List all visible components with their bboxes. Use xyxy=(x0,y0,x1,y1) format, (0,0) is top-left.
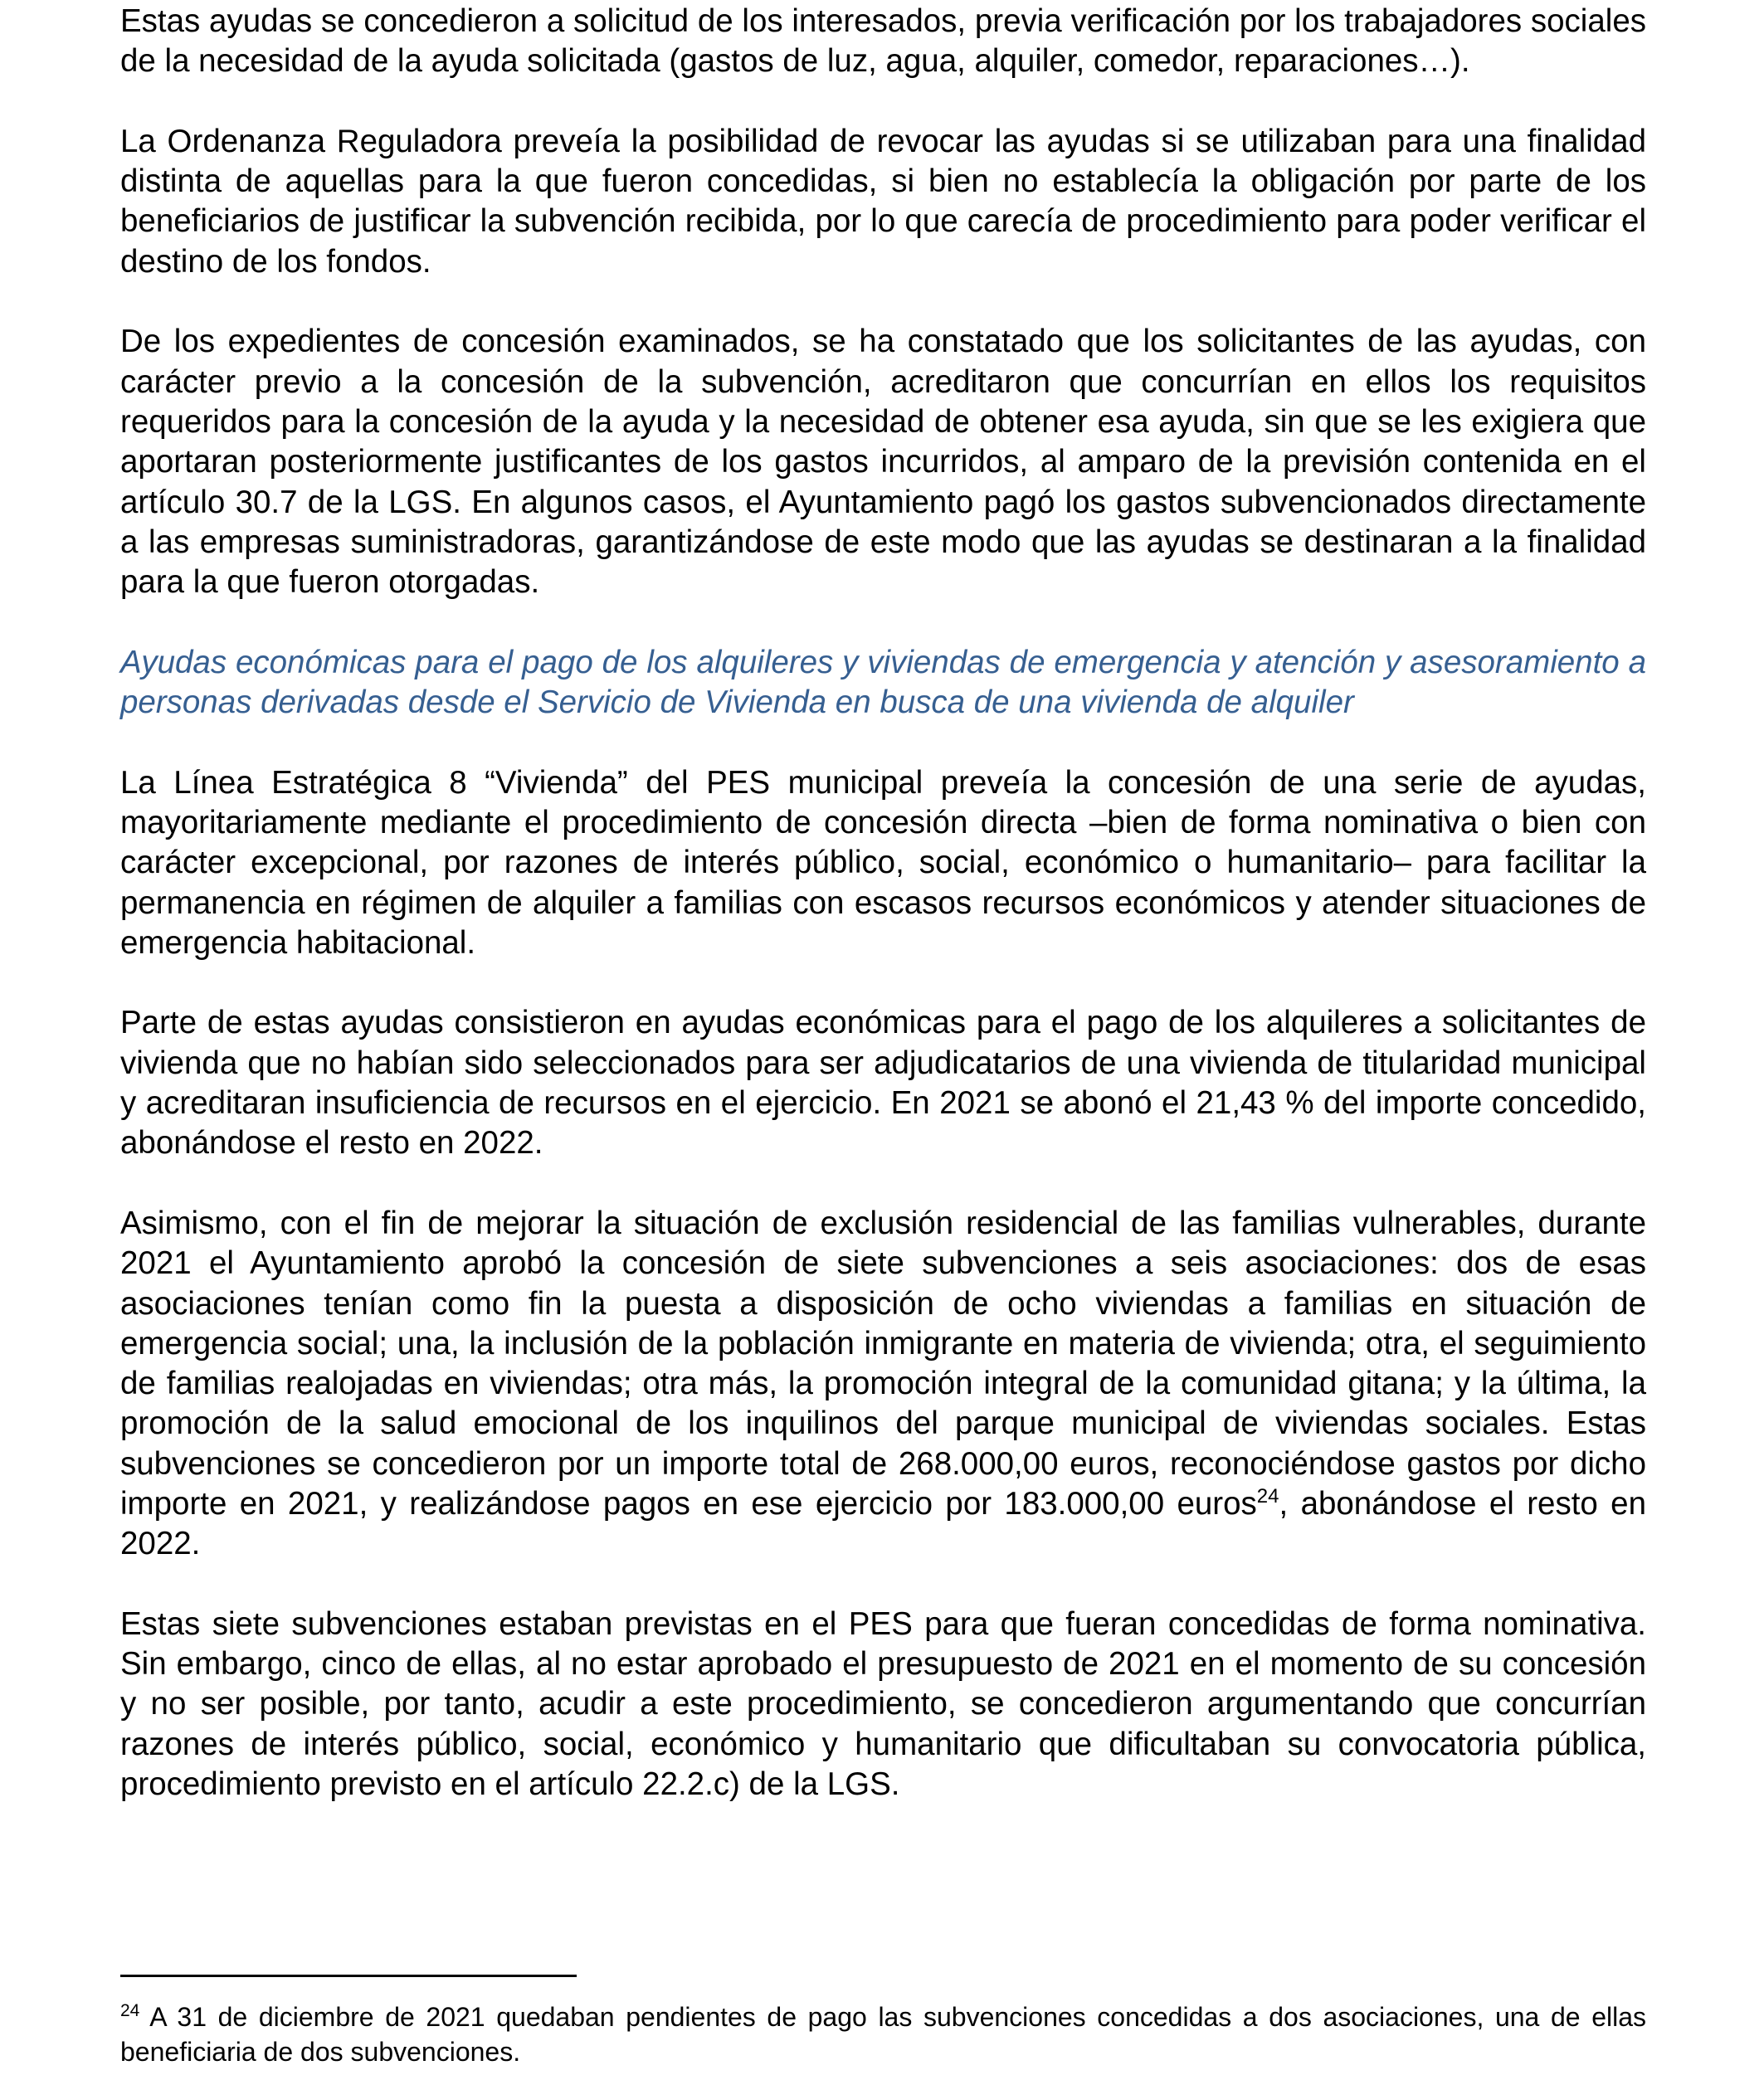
paragraph-6-text: Asimismo, con el fin de mejorar la situación de exclusión residencial de las familias vulnerables, durante 2021 el Ayuntamiento aprobó la concesión de siete subvenciones a seis asociaciones: dos de esas asociaciones tenían como fin la puesta a disposición de ocho viviendas a familias en situación de emergencia social; una, la inclusión de la población inmigrante en materia de vivienda; otra, el seguimiento de familias realojadas en viviendas; otra más, la promoción integral de la comunidad gitana; y la última, la promoción de la salud emocional de los inquilinos del parque municipal de viviendas sociales. Estas subvenciones se concedieron por un importe total de 268.000,00 euros, reconociéndose gastos por dicho importe en 2021, y realizándose pagos en ese ejercicio por 183.000,00 euros xyxy=(120,1205,1646,1522)
footnote-separator xyxy=(120,1975,577,1977)
paragraph-6 xyxy=(120,1204,1646,1565)
paragraph-3: De los expedientes de concesión examinados, se ha constatado que los solicitantes de las ayudas, con carácter previo a la concesión de la subvención, acreditaron que concurrían en ellos los requisitos requeridos para la concesión de la ayuda y la necesidad de obtener esa ayuda, sin que se les exigiera que aportaran posteriormente justificantes de los gastos incurridos, al amparo de la previsión contenida en el artículo 30.7 de la LGS. En algunos casos, el Ayuntamiento pagó los gastos subvencionados directamente a las empresas suministradoras, garantizándose de este modo que las ayudas se destinaran a la finalidad para la que fueron otorgadas. xyxy=(120,324,1646,601)
paragraph-4: La Línea Estratégica 8 “Vivienda” del PES municipal preveía la concesión de una serie de ayudas, mayoritariamente mediante el procedimiento de concesión directa –bien de forma nominativa o bien con carácter excepcional, por razones de interés público, social, económico o humanitario– para facilitar la permanencia en régimen de alquiler a familias con escasos recursos económicos y atender situaciones de emergencia habitacional. xyxy=(120,764,1646,961)
footnote-reference[interactable]: 24 xyxy=(1256,1484,1279,1508)
paragraph-7: Estas siete subvenciones estaban previstas en el PES para que fueran concedidas de forma nominativa. Sin embargo, cinco de ellas, al no estar aprobado el presupuesto de 2021 en el momento de su concesión y no ser posible, por tanto, acudir a este procedimiento, se concedieron argumentando que concurrían razones de interés público, social, económico y humanitario que dificultaban su convocatoria pública, procedimiento previsto en el artículo 22.2.c) de la LGS. xyxy=(120,1605,1646,1803)
footnote-number: 24 xyxy=(120,2001,140,2020)
paragraph-1: Estas ayudas se concedieron a solicitud de los interesados, previa verificación por los trabajadores sociales de la necesidad de la ayuda solicitada (gastos de luz, agua, alquiler, comedor, reparaciones…). xyxy=(120,3,1646,80)
footnote-text: A 31 de diciembre de 2021 quedaban pendientes de pago las subvenciones concedidas a dos asociaciones, una de ellas beneficiaria de dos subvenciones. xyxy=(120,2002,1646,2067)
document-body xyxy=(120,2,1646,1845)
footnote xyxy=(120,2000,1646,2069)
paragraph-5: Parte de estas ayudas consistieron en ayudas económicas para el pago de los alquileres a solicitantes de vivienda que no habían sido seleccionados para ser adjudicatarios de una vivienda de titularidad municipal y acreditaran insuficiencia de recursos en el ejercicio. En 2021 se abonó el 21,43 % del importe concedido, abonándose el resto en 2022. xyxy=(120,1005,1646,1162)
section-heading: Ayudas económicas para el pago de los alquileres y viviendas de emergencia y atención y asesoramiento a personas derivadas desde el Servicio de Vivienda en busca de una vivienda de alquiler xyxy=(120,644,1646,721)
paragraph-2: La Ordenanza Reguladora preveía la posibilidad de revocar las ayudas si se utilizaban para una finalidad distinta de aquellas para la que fueron concedidas, si bien no establecía la obligación por parte de los beneficiarios de justificar la subvención recibida, por lo que carecía de procedimiento para poder verificar el destino de los fondos. xyxy=(120,123,1646,280)
paragraph-6-tail: , abonándose el resto en 2022. xyxy=(120,1485,1646,1562)
